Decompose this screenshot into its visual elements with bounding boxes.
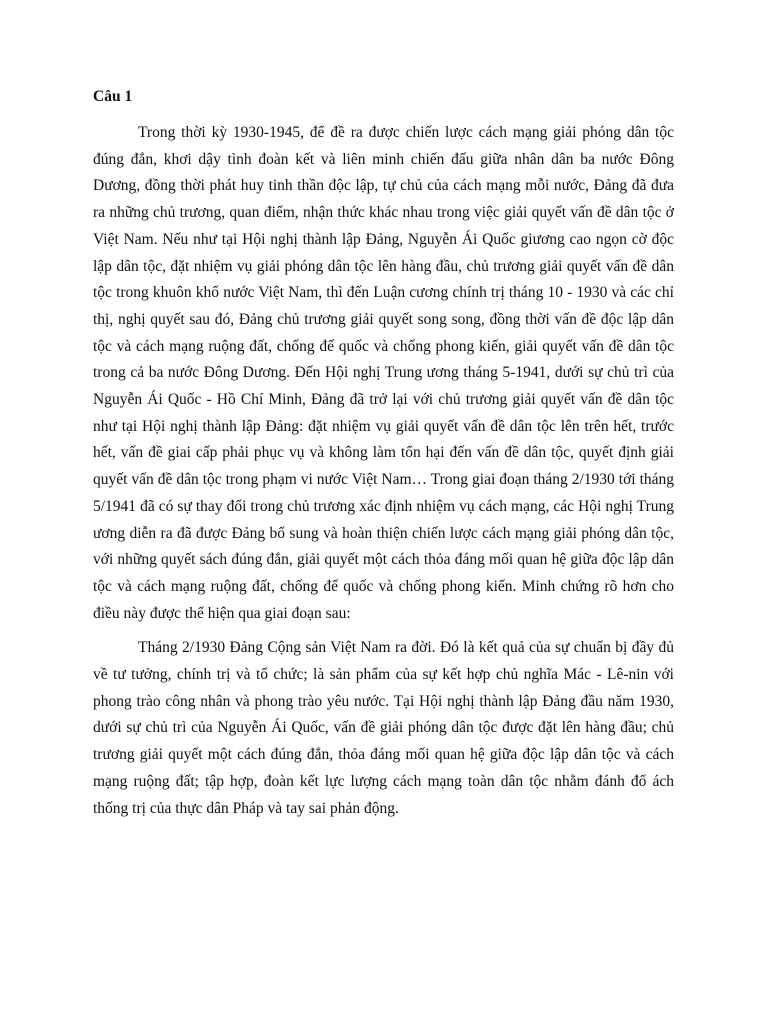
document-body [93,86,674,830]
paragraph-1: Trong thời kỳ 1930-1945, để đề ra được chiến lược cách mạng giải phóng dân tộc đúng đắn, khơi dậy tình đoàn kết và liên minh chiến đấu giữa nhân dân ba nước Đông Dương, đồng thời phát huy tinh thần độc lập, tự chủ của cách mạng mỗi nước, Đảng đã đưa ra những chủ trương, quan điểm, nhận thức khác nhau trong việc giải quyết vấn đề dân tộc ở Việt Nam. Nếu như tại Hội nghị thành lập Đảng, Nguyễn Ái Quốc giương cao ngọn cờ độc lập dân tộc, đặt nhiệm vụ giải phóng dân tộc lên hàng đầu, chủ trương giải quyết vấn đề dân tộc trong khuôn khổ nước Việt Nam, thì đến Luận cương chính trị tháng 10 - 1930 và các chỉ thị, nghị quyết sau đó, Đảng chủ trương giải quyết song song, đồng thời vấn đề độc lập dân tộc và cách mạng ruộng đất, chống đế quốc và chống phong kiến, giải quyết vấn đề dân tộc trong cả ba nước Đông Dương. Đến Hội nghị Trung ương tháng 5-1941, dưới sự chủ trì của Nguyễn Ái Quốc - Hồ Chí Minh, Đảng đã trở lại với chủ trương giải quyết vấn đề dân tộc như tại Hội nghị thành lập Đảng: đặt nhiệm vụ giải quyết vấn đề dân tộc lên trên hết, trước hết, vấn đề giai cấp phải phục vụ và không làm tổn hại đến vấn đề dân tộc, quyết định giải quyết vấn đề dân tộc trong phạm vi nước Việt Nam… Trong giai đoạn tháng 2/1930 tới tháng 5/1941 đã có sự thay đổi trong chủ trương xác định nhiệm vụ cách mạng, các Hội nghị Trung ương diễn ra đã được Đảng bổ sung và hoàn thiện chiến lược cách mạng giải phóng dân tộc, với những quyết sách đúng đắn, giải quyết một cách thỏa đáng mối quan hệ giữa độc lập dân tộc và cách mạng ruộng đất, chống đế quốc và chống phong kiến. Minh chứng rõ hơn cho điều này được thể hiện qua giai đoạn sau: [93,124,674,622]
paragraph-2: Tháng 2/1930 Đảng Cộng sản Việt Nam ra đời. Đó là kết quả của sự chuẩn bị đầy đủ về tư tưởng, chính trị và tổ chức; là sản phẩm của sự kết hợp chủ nghĩa Mác - Lê-nin với phong trào công nhân và phong trào yêu nước. Tại Hội nghị thành lập Đảng đầu năm 1930, dưới sự chủ trì của Nguyễn Ái Quốc, vấn đề giải phóng dân tộc được đặt lên hàng đầu; chủ trương giải quyết một cách đúng đắn, thỏa đáng mối quan hệ giữa độc lập dân tộc và cách mạng ruộng đất; tập hợp, đoàn kết lực lượng cách mạng toàn dân tộc nhằm đánh đổ ách thống trị của thực dân Pháp và tay sai phản động. [93,639,674,817]
question-heading: Câu 1 [93,88,133,105]
